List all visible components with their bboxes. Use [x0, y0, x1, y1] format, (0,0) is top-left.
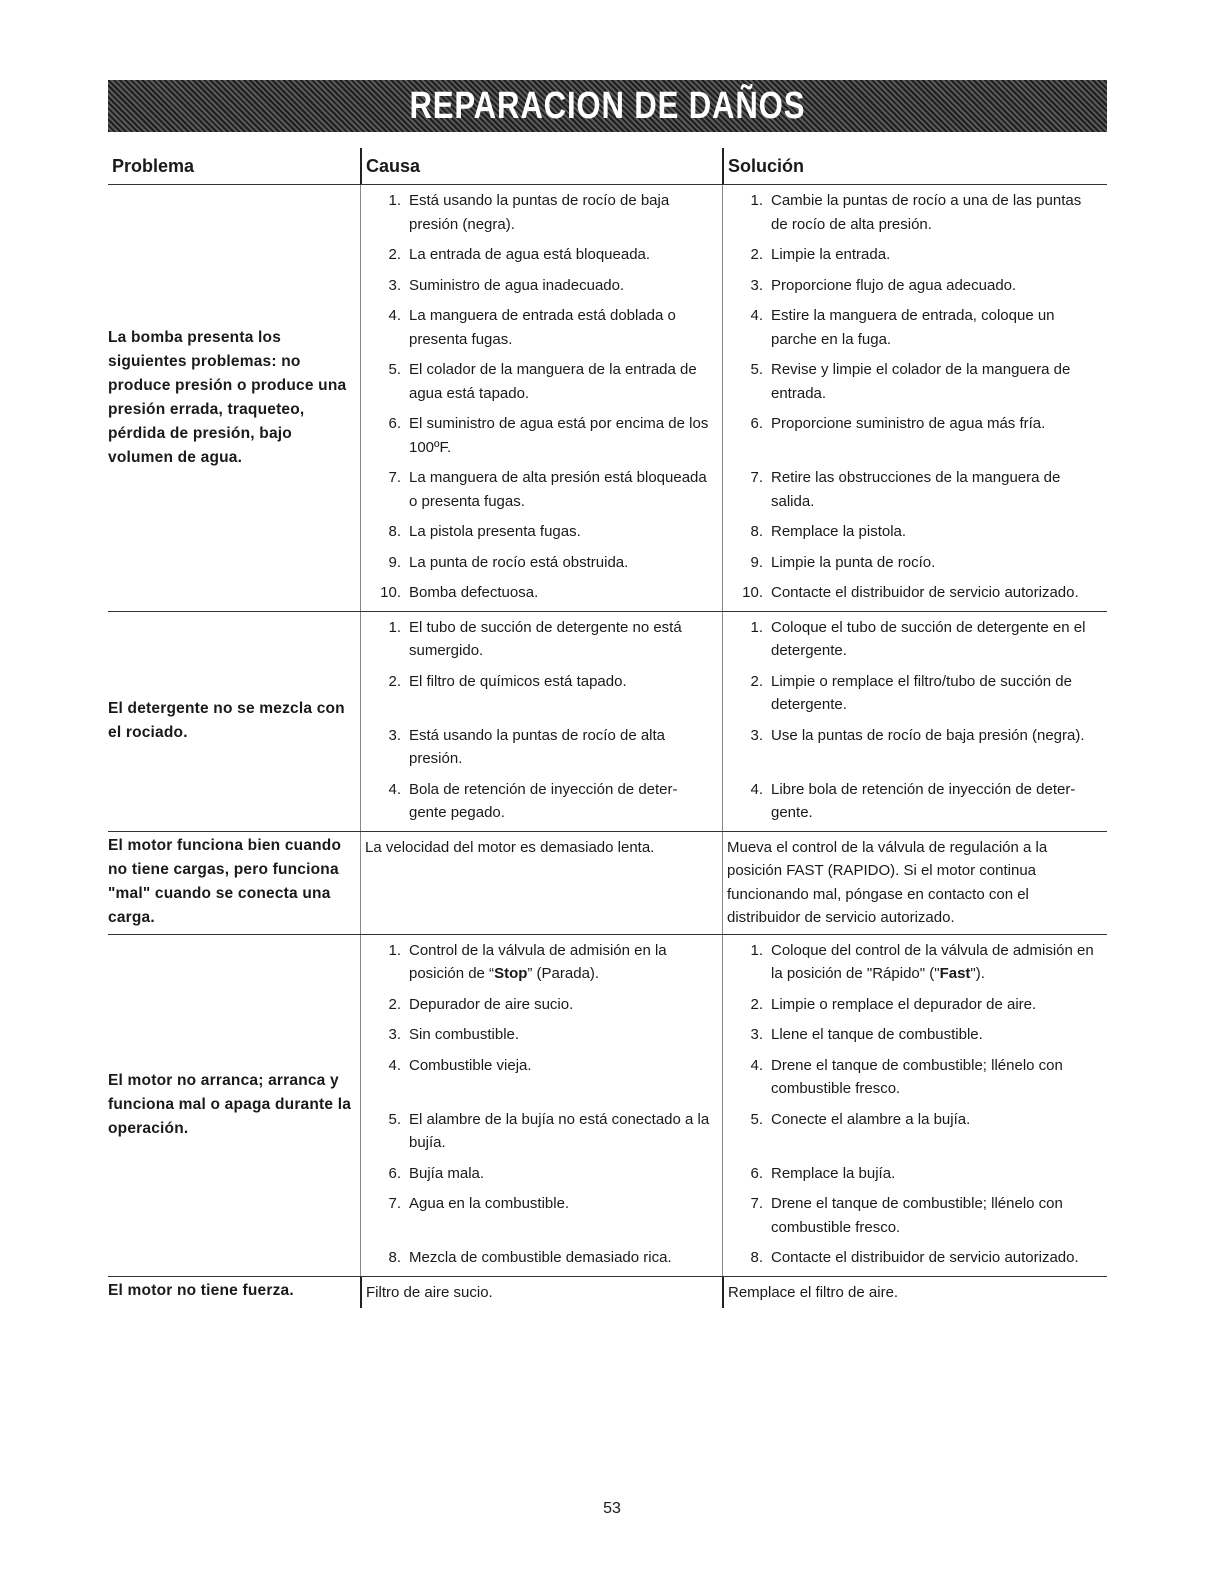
- list-item: 1. Cambie la puntas de rocío a una de las puntas de rocío de alta presión.: [750, 192, 1082, 233]
- page-title: REPARACION DE DAÑOS: [409, 84, 806, 127]
- list-item: 3. Está usando la puntas de rocío de alta presión.: [388, 726, 666, 767]
- list-item: 6. Remplace la bujía.: [750, 1164, 896, 1182]
- solution-text: Remplace el filtro de aire.: [728, 1283, 899, 1301]
- list-item: 6. Bujía mala.: [388, 1164, 485, 1182]
- list-item: 7. La manguera de alta presión está bloqueada o presenta fugas.: [388, 469, 707, 510]
- solution-list: [722, 935, 1107, 1276]
- list-item: 3. Llene el tanque de combustible.: [750, 1026, 983, 1043]
- list-item: 7. Agua en la combustible.: [388, 1195, 570, 1212]
- list-item: 4. Estire la manguera de entrada, coloque un parche en la fuga.: [750, 307, 1055, 348]
- problem-cell: El motor no arranca; arranca y funciona mal o apaga durante la operación.: [108, 1072, 352, 1137]
- list-item: 4. Libre bola de retención de inyección de deter-gente.: [750, 780, 1076, 821]
- table-row: [108, 612, 1107, 832]
- cause-cell: [360, 1277, 722, 1309]
- list-item: 9. La punta de rocío está obstruida.: [388, 553, 629, 571]
- list-item: 1. Coloque del control de la válvula de admisión en la posición de "Rápido" ("Fast").: [750, 941, 1094, 982]
- header-cause: Causa: [360, 148, 722, 184]
- list-item: 8. Remplace la pistola.: [750, 523, 907, 540]
- list-item: 6. Proporcione suministro de agua más fría.: [750, 415, 1046, 432]
- solution-list: [722, 185, 1107, 611]
- cause-text: Filtro de aire sucio.: [366, 1283, 493, 1301]
- list-item: 6. El suministro de agua está por encima de los 100ºF.: [388, 415, 709, 456]
- list-item: 2. La entrada de agua está bloqueada.: [388, 246, 651, 263]
- table-row: [108, 935, 1107, 1277]
- troubleshooting-table: [108, 148, 1107, 1308]
- list-item: 9. Limpie la punta de rocío.: [750, 553, 936, 571]
- header-solution: Solución: [722, 148, 1107, 184]
- cause-text: La velocidad del motor es demasiado lenta.: [365, 838, 655, 856]
- list-item: 10. Bomba defectuosa.: [380, 584, 539, 601]
- solution-text: Mueva el control de la válvula de regulación a la posición FAST (RAPIDO). Si el motor continua funcionando mal, póngase en contacto con el distribuidor de servicio autorizado.: [727, 838, 1048, 926]
- list-item: 2. Limpie la entrada.: [750, 246, 891, 263]
- table-row: [108, 185, 1107, 612]
- list-item: 4. Drene el tanque de combustible; llénelo con combustible fresco.: [750, 1056, 1063, 1097]
- page-number: 53: [603, 1500, 621, 1517]
- list-item: 1. El tubo de succión de detergente no está sumergido.: [388, 618, 682, 659]
- table-row: [108, 1277, 1107, 1309]
- problem-cell: La bomba presenta los siguientes problemas: no produce presión o produce una presión errada, traqueteo, pérdida de presión, bajo volumen de agua.: [108, 328, 347, 466]
- list-item: 2. Limpie o remplace el depurador de aire.: [750, 995, 1037, 1013]
- list-item: 2. El filtro de químicos está tapado.: [388, 672, 627, 690]
- solution-cell: [722, 1277, 1107, 1309]
- list-item: 3. Sin combustible.: [388, 1026, 520, 1043]
- problem-cell: El motor funciona bien cuando no tiene cargas, pero funciona "mal" cuando se conecta una carga.: [108, 836, 342, 926]
- cause-list: [360, 185, 722, 611]
- header-problem: Problema: [112, 155, 195, 176]
- list-item: 8. Mezcla de combustible demasiado rica.: [388, 1249, 672, 1266]
- title-banner: [108, 80, 1107, 132]
- list-item: 4. Combustible vieja.: [388, 1056, 532, 1074]
- list-item: 5. Revise y limpie el colador de la manguera de entrada.: [750, 361, 1071, 402]
- cause-cell: [360, 832, 722, 934]
- list-item: 1. Está usando la puntas de rocío de baja presión (negra).: [388, 192, 670, 233]
- list-item: 3. Suministro de agua inadecuado.: [388, 276, 625, 294]
- list-item: 7. Retire las obstrucciones de la manguera de salida.: [750, 469, 1061, 510]
- list-item: 8. La pistola presenta fugas.: [388, 523, 581, 540]
- list-item: 5. El alambre de la bujía no está conectado a la bujía.: [388, 1110, 710, 1151]
- list-item: 3. Use la puntas de rocío de baja presión (negra).: [750, 726, 1085, 744]
- list-item: 1. Coloque el tubo de succión de detergente en el detergente.: [750, 618, 1086, 659]
- solution-list: [722, 612, 1107, 831]
- list-item: 10. Contacte el distribuidor de servicio autorizado.: [742, 584, 1079, 601]
- cause-list: [360, 935, 722, 1276]
- table-header: [108, 148, 1107, 185]
- list-item: 4. La manguera de entrada está doblada o presenta fugas.: [388, 307, 676, 348]
- problem-cell: El detergente no se mezcla con el rociado.: [108, 700, 345, 741]
- list-item: 3. Proporcione flujo de agua adecuado.: [750, 276, 1017, 294]
- problem-cell: El motor no tiene fuerza.: [108, 1281, 294, 1299]
- list-item: 2. Depurador de aire sucio.: [388, 995, 574, 1013]
- list-item: 5. Conecte el alambre a la bujía.: [750, 1110, 971, 1128]
- list-item: 4. Bola de retención de inyección de deter-gente pegado.: [388, 780, 678, 821]
- solution-cell: [722, 832, 1107, 934]
- list-item: 2. Limpie o remplace el filtro/tubo de succión de detergente.: [750, 672, 1072, 713]
- cause-list: [360, 612, 722, 831]
- table-row: [108, 832, 1107, 935]
- list-item: 8. Contacte el distribuidor de servicio autorizado.: [750, 1249, 1079, 1266]
- list-item: 7. Drene el tanque de combustible; llénelo con combustible fresco.: [750, 1195, 1063, 1236]
- list-item: 1. Control de la válvula de admisión en la posición de “Stop” (Parada).: [388, 941, 667, 982]
- list-item: 5. El colador de la manguera de la entrada de agua está tapado.: [388, 361, 697, 402]
